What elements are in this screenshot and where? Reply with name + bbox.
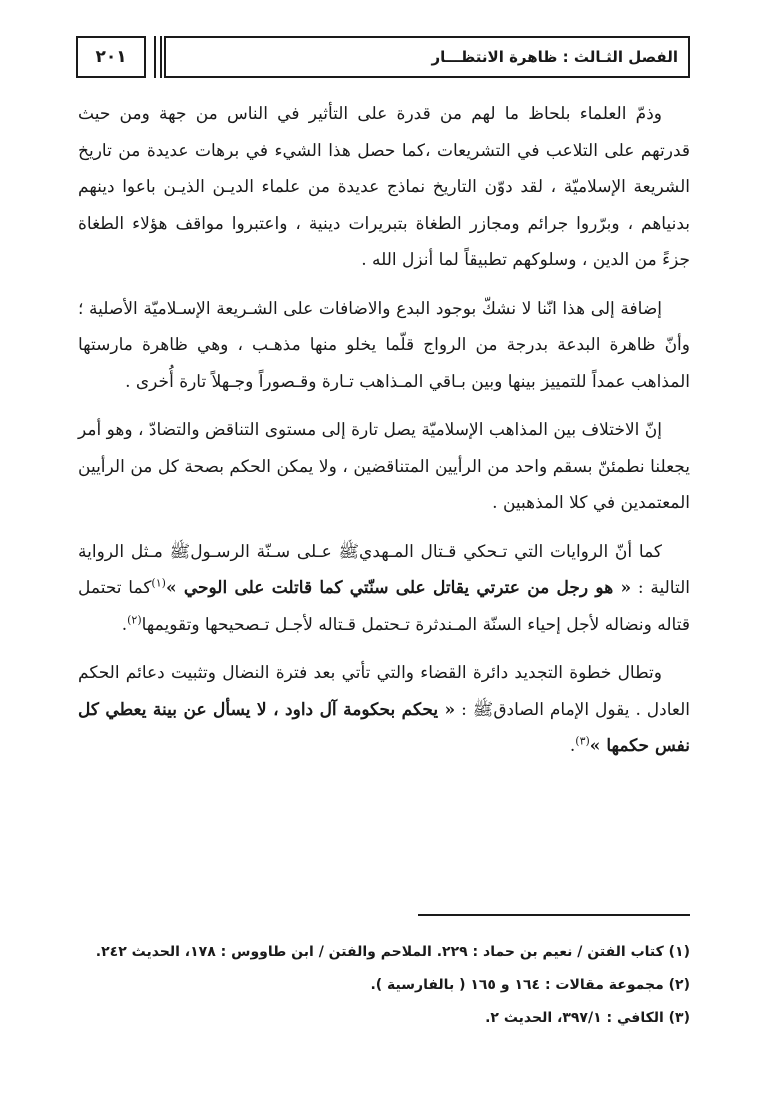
header-divider bbox=[160, 36, 162, 78]
page-body bbox=[78, 96, 690, 777]
footnote: (٣) الكافي : ٣٩٧/١، الحديث ٢. bbox=[485, 1010, 690, 1026]
paragraph-text: كما أنّ الروايات التي تـحكي قـتال المـهديﷺ عـلى سـنّة الرسـولﷺ مـثل الرواية التالية : bbox=[78, 541, 691, 598]
footnote-ref: (١) bbox=[151, 576, 166, 590]
footnote-ref: (٢) bbox=[127, 612, 142, 626]
page-number: ٢٠١ bbox=[76, 36, 146, 78]
paragraph-text: . bbox=[121, 614, 128, 635]
hadith-quote: « هو رجل من عترتي يقاتل على سنّتي كما قاتلت على الوحي » bbox=[165, 578, 632, 598]
footnote: (١) كتاب الفتن / نعيم بن حماد : ٢٢٩. الملاحم والفتن / ابن طاووس : ١٧٨، الحديث ٢٤٢. bbox=[95, 944, 690, 960]
paragraph: إضافة إلى هذا انّنا لا نشكّ بوجود البدع والاضافات على الشـريعة الإسـلاميّة الأصلية ؛ وأنّ ظاهرة البدعة بدرجة من الرواج قلّما يخلو منها مذهـب ، وهي ظاهرة مارستها المذاهب عمداً للتمييز بينها وبين بـاقي المـذاهب تـارة وقـصوراً وجـهلاً تارة أُخرى . bbox=[78, 298, 690, 392]
paragraph: وذمّ العلماء بلحاظ ما لهم من قدرة على التأثير في الناس من جهة ومن حيث قدرتهم على التلاعب في التشريعات ،كما حصل هذا الشيء في برهات عديدة من تاريخ الشريعة الإسلاميّة ، لقد دوّن التاريخ نماذج عديدة من علماء الديـن الذيـن باعوا دينهم بدنياهم ، وبرّروا جرائم ومجازر الطغاة بتبريرات دينية ، واعتبروا مواقف هؤلاء الطغاة جزءً من الدين ، وسلوكهم تطبيقاً لما أنزل الله . bbox=[78, 104, 690, 270]
footnotes bbox=[78, 936, 690, 1035]
paragraph bbox=[78, 534, 690, 644]
paragraph-text: وتطال خطوة التجديد دائرة القضاء والتي تأتي بعد فترة النضال وتثبيت دعائم الحكم العادل . يقول الإمام الصادقﷺ : bbox=[78, 663, 691, 720]
footnote-ref: (٣) bbox=[575, 734, 590, 748]
header-divider bbox=[154, 36, 156, 78]
paragraph-text: . bbox=[569, 736, 576, 756]
paragraph bbox=[78, 655, 690, 765]
paragraph-text: كما تحتمل قتاله ونضاله لأجل إحياء السنّة المـندثرة تـحتمل قـتاله لأجـل تـصحيحها وتقويمها bbox=[78, 578, 690, 635]
footnote-divider bbox=[418, 914, 690, 916]
footnote: (٢) مجموعة مقالات : ١٦٤ و ١٦٥ ( بالفارسية ). bbox=[370, 977, 690, 993]
hadith-quote: « يحكم بحكومة آل داود ، لا يسأل عن بينة يعطي كل نفس حكمها » bbox=[78, 699, 690, 756]
paragraph: إنّ الاختلاف بين المذاهب الإسلاميّة يصل تارة إلى مستوى التناقض والتضادّ ، وهو أمر يجعلنا نطمئنّ بسقم واحد من الرأيين المتناقضين ، ولا يمكن الحكم بصحة كل من الرأيين المعتمدين في كلا المذهبين . bbox=[78, 420, 690, 513]
page-header bbox=[76, 36, 690, 78]
chapter-title: الفصل الثـالث : ظاهرة الانتظـــار bbox=[164, 36, 690, 78]
